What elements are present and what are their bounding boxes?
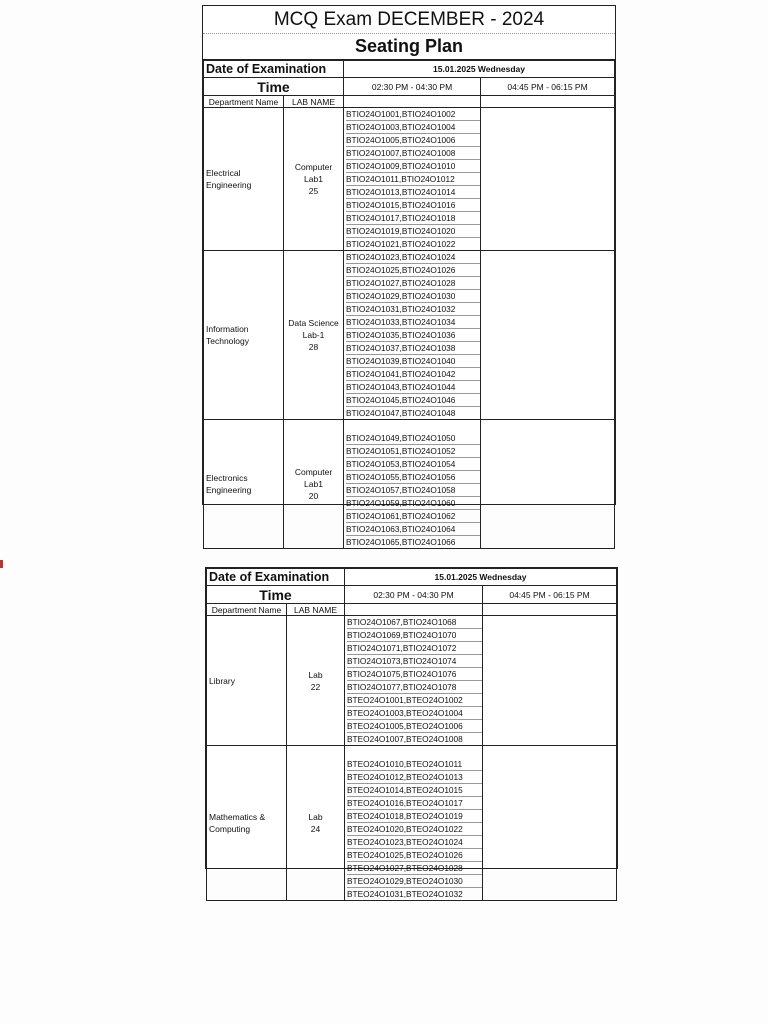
- department-name: Information Technology: [204, 251, 284, 420]
- time-label: Time: [204, 78, 344, 96]
- roll-pair: BTEO24O1020,BTEO24O1022: [347, 823, 482, 836]
- time-row: [204, 78, 615, 96]
- time-slot-1: 02:30 PM - 04:30 PM: [345, 586, 483, 604]
- roll-pair: BTIO24O1077,BTIO24O1078: [347, 681, 482, 694]
- slot-2-cell: [483, 616, 617, 746]
- lab-name: Computer Lab1: [294, 162, 333, 184]
- table-row: [204, 251, 615, 420]
- roll-pair: BTIO24O1001,BTIO24O1002: [346, 108, 480, 121]
- roll-pair: BTIO24O1051,BTIO24O1052: [346, 445, 480, 458]
- seating-table-1: [203, 60, 615, 549]
- department-name: Mathematics & Computing: [207, 746, 287, 901]
- lab-count: 22: [310, 681, 321, 692]
- lab-cell: [284, 108, 344, 251]
- roll-pair: BTIO24O1035,BTIO24O1036: [346, 329, 480, 342]
- roll-pair: BTEO24O1001,BTEO24O1002: [347, 694, 482, 707]
- col-header-blank-1: [345, 604, 483, 616]
- date-label: Date of Examination: [207, 569, 345, 586]
- roll-pair: BTEO24O1027,BTEO24O1028: [347, 862, 482, 875]
- exam-title: MCQ Exam DECEMBER - 2024: [203, 6, 615, 34]
- roll-pair: BTIO24O1045,BTIO24O1046: [346, 394, 480, 407]
- seating-plan-sheet-1: [202, 5, 616, 547]
- date-label: Date of Examination: [204, 61, 344, 78]
- roll-pair: BTIO24O1069,BTIO24O1070: [347, 629, 482, 642]
- roll-pair: BTIO24O1059,BTIO24O1060: [346, 497, 480, 510]
- col-header-blank-1: [344, 96, 481, 108]
- roll-pair: BTIO24O1011,BTIO24O1012: [346, 173, 480, 186]
- roll-pair: BTIO24O1037,BTIO24O1038: [346, 342, 480, 355]
- department-name: Library: [207, 616, 287, 746]
- roll-pair: BTIO24O1047,BTIO24O1048: [346, 408, 456, 418]
- roll-pair: BTEO24O1018,BTEO24O1019: [347, 810, 482, 823]
- col-header-lab: LAB NAME: [287, 604, 345, 616]
- roll-pair: BTEO24O1025,BTEO24O1026: [347, 849, 482, 862]
- roll-pair: BTEO24O1005,BTEO24O1006: [347, 720, 482, 733]
- date-value: 15.01.2025 Wednesday: [345, 569, 617, 586]
- department-name: Electronics Engineering: [204, 420, 284, 549]
- column-header-row: [207, 604, 617, 616]
- table-row: [207, 616, 617, 746]
- lab-cell: [284, 420, 344, 549]
- table-row: [204, 108, 615, 251]
- roll-pair: BTEO24O1029,BTEO24O1030: [347, 875, 482, 888]
- lab-count: 28: [308, 342, 319, 352]
- roll-pair: BTIO24O1067,BTIO24O1068: [347, 616, 482, 629]
- roll-pair: BTIO24O1063,BTIO24O1064: [346, 523, 480, 536]
- date-row: [207, 569, 617, 586]
- lab-cell: [284, 251, 344, 420]
- roll-pair: BTIO24O1061,BTIO24O1062: [346, 510, 480, 523]
- roll-pair: BTIO24O1023,BTIO24O1024: [346, 251, 480, 264]
- roll-pair: BTIO24O1031,BTIO24O1032: [346, 303, 480, 316]
- roll-pair: BTIO24O1033,BTIO24O1034: [346, 316, 480, 329]
- roll-pair: BTIO24O1007,BTIO24O1008: [346, 147, 480, 160]
- roll-pair: BTEO24O1007,BTEO24O1008: [347, 734, 463, 744]
- table-row: [204, 420, 615, 549]
- roll-pair: BTEO24O1023,BTEO24O1024: [347, 836, 482, 849]
- seating-plan-sheet-2: [205, 567, 618, 899]
- roll-pair: BTEO24O1010,BTEO24O1011: [347, 758, 482, 771]
- lab-name: Data Science Lab-1: [288, 318, 339, 340]
- roll-pair: BTIO24O1057,BTIO24O1058: [346, 484, 480, 497]
- table-row: [207, 746, 617, 901]
- time-label: Time: [207, 586, 345, 604]
- time-slot-1: 02:30 PM - 04:30 PM: [344, 78, 481, 96]
- roll-list: [344, 251, 481, 420]
- roll-pair: BTIO24O1071,BTIO24O1072: [347, 642, 482, 655]
- time-slot-2: 04:45 PM - 06:15 PM: [481, 78, 615, 96]
- col-header-lab: LAB NAME: [284, 96, 344, 108]
- roll-list: [345, 616, 483, 746]
- roll-pair: BTIO24O1027,BTIO24O1028: [346, 277, 480, 290]
- roll-pair: BTEO24O1012,BTEO24O1013: [347, 771, 482, 784]
- roll-pair: BTEO24O1003,BTEO24O1004: [347, 707, 482, 720]
- roll-pair: BTIO24O1049,BTIO24O1050: [346, 432, 480, 445]
- lab-cell: [287, 616, 345, 746]
- lab-count: 24: [310, 824, 321, 834]
- roll-pair: BTIO24O1065,BTIO24O1066: [346, 537, 456, 547]
- roll-pair: BTEO24O1031,BTEO24O1032: [347, 889, 463, 899]
- lab-name: Lab: [308, 812, 323, 822]
- col-header-department: Department Name: [204, 96, 284, 108]
- roll-pair: BTIO24O1025,BTIO24O1026: [346, 264, 480, 277]
- roll-pair: BTIO24O1041,BTIO24O1042: [346, 368, 480, 381]
- slot-2-cell: [481, 251, 615, 420]
- department-name: Electrical Engineering: [204, 108, 284, 251]
- date-row: [204, 61, 615, 78]
- roll-pair: BTEO24O1014,BTEO24O1015: [347, 784, 482, 797]
- roll-list: [344, 420, 481, 549]
- roll-pair: BTIO24O1017,BTIO24O1018: [346, 212, 480, 225]
- col-header-department: Department Name: [207, 604, 287, 616]
- roll-pair: BTIO24O1005,BTIO24O1006: [346, 134, 480, 147]
- roll-pair: BTIO24O1055,BTIO24O1056: [346, 471, 480, 484]
- lab-count: 25: [308, 186, 319, 196]
- time-slot-2: 04:45 PM - 06:15 PM: [483, 586, 617, 604]
- roll-pair: BTEO24O1016,BTEO24O1017: [347, 797, 482, 810]
- roll-pair: BTIO24O1043,BTIO24O1044: [346, 381, 480, 394]
- roll-pair: BTIO24O1009,BTIO24O1010: [346, 160, 480, 173]
- lab-name: Computer Lab1: [294, 467, 333, 489]
- roll-pair: BTIO24O1019,BTIO24O1020: [346, 225, 480, 238]
- seating-table-2: [206, 568, 617, 901]
- seating-plan-heading: Seating Plan: [203, 34, 615, 60]
- edge-mark: [0, 560, 3, 568]
- lab-count: 20: [308, 491, 319, 501]
- roll-list: [345, 746, 483, 901]
- roll-pair: BTIO24O1039,BTIO24O1040: [346, 355, 480, 368]
- roll-pair: BTIO24O1075,BTIO24O1076: [347, 668, 482, 681]
- slot-2-cell: [481, 420, 615, 549]
- roll-list: [344, 108, 481, 251]
- column-header-row: [204, 96, 615, 108]
- slot-2-cell: [481, 108, 615, 251]
- roll-pair: BTIO24O1073,BTIO24O1074: [347, 655, 482, 668]
- roll-pair: BTIO24O1015,BTIO24O1016: [346, 199, 480, 212]
- roll-pair: BTIO24O1013,BTIO24O1014: [346, 186, 480, 199]
- roll-pair: BTIO24O1021,BTIO24O1022: [346, 239, 456, 249]
- slot-2-cell: [483, 746, 617, 901]
- time-row: [207, 586, 617, 604]
- roll-pair: BTIO24O1003,BTIO24O1004: [346, 121, 480, 134]
- col-header-blank-2: [481, 96, 615, 108]
- roll-pair: BTIO24O1029,BTIO24O1030: [346, 290, 480, 303]
- roll-pair: BTIO24O1053,BTIO24O1054: [346, 458, 480, 471]
- col-header-blank-2: [483, 604, 617, 616]
- lab-name: Lab: [308, 669, 323, 680]
- lab-cell: [287, 746, 345, 901]
- date-value: 15.01.2025 Wednesday: [344, 61, 615, 78]
